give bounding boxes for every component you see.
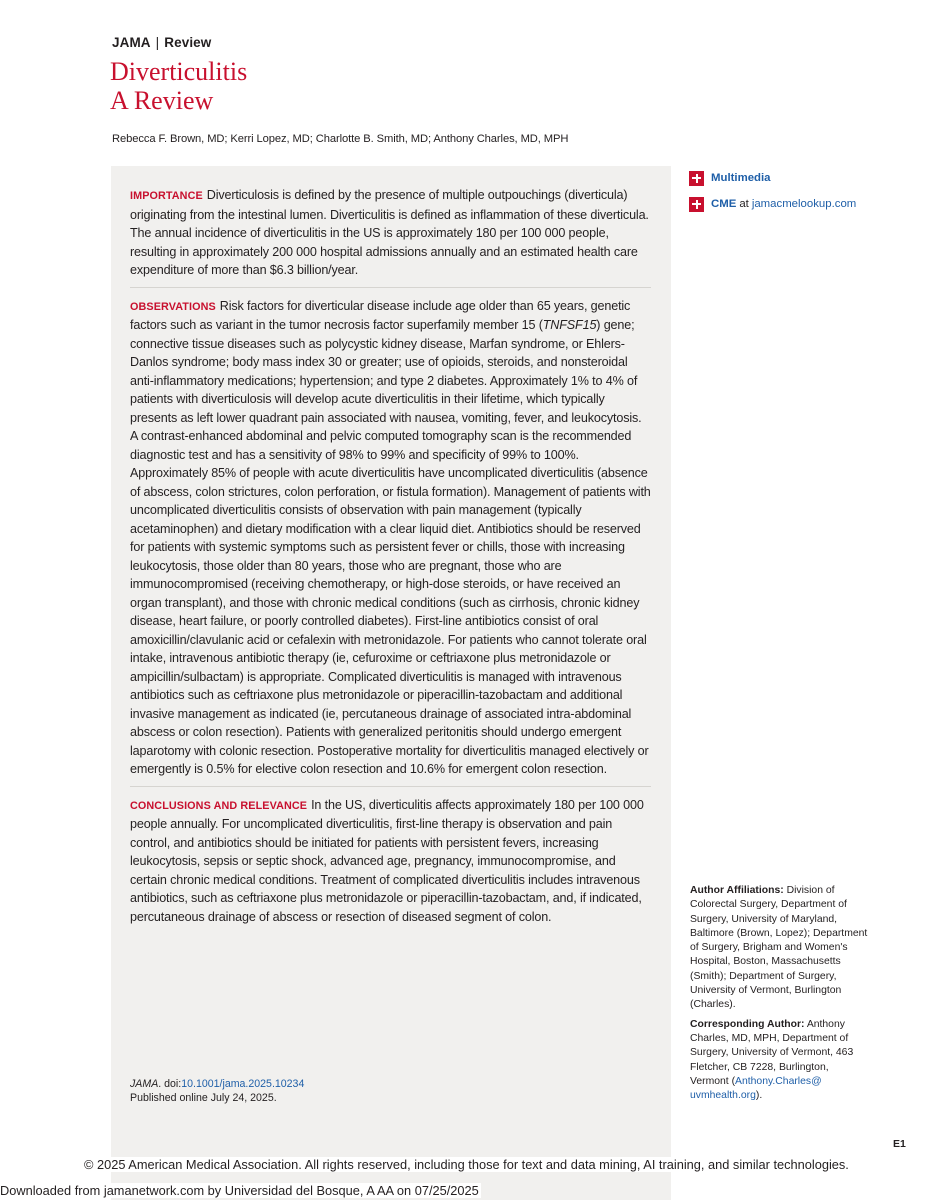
side-links — [689, 169, 856, 221]
corresponding-paragraph — [690, 1018, 870, 1104]
cme-label[interactable]: CME — [711, 198, 737, 210]
citation-journal: JAMA — [130, 1078, 159, 1090]
corresponding-label: Corresponding Author: — [690, 1018, 805, 1030]
observations-text-start: Risk factors for diverticular disease include age older than 65 years, genetic factors such as variant in the tumor necrosis factor superfamily member 15 ( — [130, 298, 631, 332]
article-type: Review — [164, 35, 212, 50]
multimedia-label[interactable]: Multimedia — [711, 172, 771, 184]
affiliations-paragraph — [690, 884, 870, 1013]
doi-line — [130, 1077, 304, 1091]
corresponding-email-link[interactable]: Anthony.Charles@ uvmhealth.org — [690, 1075, 822, 1102]
abstract-observations — [130, 297, 651, 779]
cme-site-link[interactable]: jamacmelookup.com — [751, 198, 857, 210]
page-number: E1 — [893, 1138, 906, 1150]
abstract-conclusions — [130, 796, 651, 927]
author-list: Rebecca F. Brown, MD; Kerri Lopez, MD; Charlotte B. Smith, MD; Anthony Charles, MD, MPH — [112, 133, 569, 145]
published-date: Published online July 24, 2025. — [130, 1092, 277, 1104]
doi-link[interactable]: 10.1001/jama.2025.10234 — [181, 1078, 305, 1090]
article-title — [110, 57, 247, 115]
observations-heading: OBSERVATIONS — [130, 300, 216, 313]
importance-text: Diverticulosis is defined by the presence of multiple outpouchings (diverticula) originating from the intestinal lumen. Diverticulitis is defined as inflammation of these diverticula. The annual incidence of diverticulitis in the US is approximately 180 per 100 000 people, resulting in approximately 200 000 hospital admissions annually and an estimated health care expenditure of more than $6.3 billion/year. — [130, 188, 649, 277]
importance-heading: IMPORTANCE — [130, 190, 203, 202]
corresponding-text: Anthony Charles, MD, MPH, Department of Surgery, University of Vermont, 463 Fletcher, CB 7228, Burlington, Vermont ( — [690, 1018, 854, 1087]
gene-name: TNFSF15 — [542, 318, 597, 332]
abstract-importance — [130, 186, 651, 280]
plus-icon — [689, 197, 704, 212]
plus-icon — [689, 171, 704, 186]
download-notice: Downloaded from jamanetwork.com by Universidad del Bosque, A AA on 07/25/2025 — [0, 1183, 479, 1198]
affiliations-text: Division of Colorectal Surgery, Department of Surgery, University of Maryland, Baltimore (Brown, Lopez); Department of Surgery, Brigham and Women's Hospital, Boston, Massachusetts (Smith); Department of Surgery, University of Vermont, Burlington (Charles). — [690, 885, 868, 1011]
conclusions-heading: CONCLUSIONS AND RELEVANCE — [130, 799, 308, 812]
abstract-content — [130, 186, 651, 926]
abstract-panel — [111, 166, 671, 1200]
corresponding-end: ). — [755, 1090, 763, 1102]
title-main: Diverticulitis — [110, 57, 248, 86]
cme-link[interactable] — [689, 195, 856, 213]
citation-block — [130, 1077, 304, 1105]
cme-at: at — [739, 198, 749, 210]
title-subtitle: A Review — [110, 86, 214, 115]
masthead-separator: | — [155, 35, 160, 50]
doi-prefix: . doi: — [158, 1078, 182, 1090]
section-divider — [130, 786, 651, 787]
multimedia-link[interactable] — [689, 169, 856, 187]
section-divider — [130, 287, 651, 288]
conclusions-text: In the US, diverticulitis affects approximately 180 per 100 000 people annually. For uncomplicated diverticulitis, first-line therapy is observation and pain control, and antibiotics should be initiated for patients with persistent fevers, increasing leukocytosis, sepsis or septic shock, advanced age, pregnancy, immunocompromise, and certain chronic medical conditions. Treatment of complicated diverticulitis includes intravenous antibiotics, such as ceftriaxone plus metronidazole or piperacillin-tazobactam, and, if indicated, percutaneous drainage of abscess or resection of diseased segment of colon. — [130, 797, 644, 924]
observations-text-rest: ) gene; connective tissue diseases such as polycystic kidney disease, Marfan syndrome, or Ehlers-Danlos syndrome; body mass index 30 or greater; use of opioids, steroids, and nonsteroidal anti-inflammatory medications; hypertension; and type 2 diabetes. Approximately 1% to 4% of patients with diverticulosis will develop acute diverticulitis in their lifetime, which typically presents as left lower quadrant pain associated with nausea, vomiting, fever, and leukocytosis. A contrast-enhanced abdominal and pelvic computed tomography scan is the recommended diagnostic test and has a sensitivity of 98% to 99% and specificity of 99% to 100%. Approximately 85% of people with acute diverticulitis have uncomplicated diverticulitis (absence of abscess, colon strictures, colon perforation, or fistula formation). Management of patients with uncomplicated diverticulitis consists of observation with pain management (typically acetaminophen) and dietary modification with a clear liquid diet. Antibiotics should be reserved for patients with systemic symptoms such as persistent fever or chills, those with increasing leukocytosis, those older than 80 years, those who are pregnant, those who are immunocompromised (receiving chemotherapy, or high-dose steroids, or have received an organ transplant), and those with chronic medical conditions (such as cirrhosis, chronic kidney disease, heart failure, or poorly controlled diabetes). First-line antibiotics consist of oral amoxicillin/clavulanic acid or cefalexin with metronidazole. For patients who cannot tolerate oral intake, intravenous antibiotic therapy (ie, cefuroxime or ceftriaxone plus metronidazole or ampicillin/sulbactam) is appropriate. Complicated diverticulitis is managed with intravenous antibiotics such as ceftriaxone plus metronidazole or piperacillin-tazobactam and additional invasive management as indicated (ie, percutaneous drainage of associated intra-abdominal abscess or colon resection). Patients with generalized peritonitis should undergo emergent laparotomy with colonic resection. Postoperative mortality for diverticulitis managed electively or emergently is 0.5% for elective colon resection and 10.6% for emergent colon resection. — [130, 318, 651, 776]
author-affiliations — [690, 884, 870, 1108]
masthead — [112, 35, 211, 50]
journal-name: JAMA — [112, 35, 151, 50]
copyright-notice: © 2025 American Medical Association. All rights reserved, including those for text and data mining, AI training, and similar technologies. — [84, 1157, 849, 1172]
affiliations-label: Author Affiliations: — [690, 885, 784, 896]
